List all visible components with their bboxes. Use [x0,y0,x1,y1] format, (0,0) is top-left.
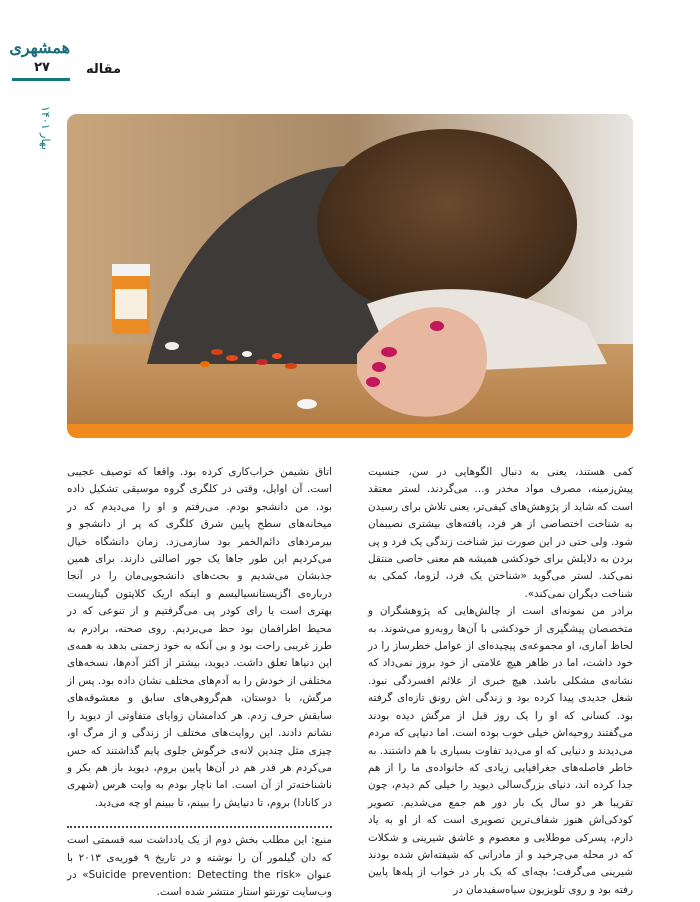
paragraph: کمی هستند، یعنی به دنبال الگوهایی در سن، جنسیت پیش‌زمینه، مصرف مواد مخدر و... می‌گردند. لستر معتقد است که شاید از پژوهش‌های کیفی‌تر، یعنی تلاش برای رسیدن به شناخت اختصاصی از هر فرد، یافته‌های بیشتری نصیبمان شود. ولی حتی در این صورت نیز شناخت زندگی یک فرد و پی بردن به دلایلش برای خودکشی همیشه هم معنی خاصی منتقل نمی‌کند. لستر می‌گوید «شناختن یک فرد، لزوما، کمکی به شناخت دیگران نمی‌کند». [368,466,633,600]
magazine-logo: همشهری [9,38,70,57]
article-column-right [368,464,633,899]
article-photo [67,114,633,436]
header-rule [12,78,70,81]
paragraph: اتاق نشیمن خراب‌کاری کرده بود. واقعا که توصیف عجیبی است. آن اوایل، وقتی در کلگری گروه موسیقی تشکیل داده بود، من دانشجو بودم. می‌رفتم و او را می‌دیدم که در میخانه‌های سطح پایین شرق کلگری که پر از دانشجو و بیرمردهای دائم‌الخمر بود سازمی‌زد. زمان دانشگاه خیال می‌کردیم این طور جاها یک جور اصالتی دارند. برای همین جذبشان می‌شدیم و بحث‌های دانشجویی‌مان را در آنجا درباره‌ی اگزیستانسیالیسم و اینکه اریک کلاپتون گیتاریست بهتری است یا رای کودر پی می‌گرفتیم و از تنوعی که در محیط اطرافمان بود حظ می‌بردیم. روی صحنه، برادرم به طرز غریبی راحت بود و بی آنکه به خود زحمتی بدهد به همه‌ی این دنیاها تعلق داشت. دیوید، بیشتر از اکثر آدم‌ها، نسخه‌های مختلفی از خودش را به آدم‌های مختلف نشان داده بود. پس از مرگش، با دوستان، هم‌گروهی‌های سابق و معشوقه‌های سابقش حرف زدم. هر کدامشان زوایای متفاوتی از دیوید را نشانم دادند. این روایت‌های مختلف از زندگی و از مرگ او، چیزی مثل چندین لانه‌ی خرگوش جلوی پایم گذاشتند که حس می‌کردم هر قدر هم در آن‌ها پایین بروم، دیوید باز هم بکر و ناشناخته‌تر از آن است. اما ناچار بودم به وایت هرس (شهری در کانادا) بروم، تا دنیایش را ببینم، تا ببینم او چه می‌دید. [67,466,332,809]
woman-pills-photo-icon [67,114,633,436]
article-column-left [67,464,332,902]
dotted-divider [67,818,332,828]
issue-spine-label: بهار ۱۴۰۱ [39,106,52,150]
photo-accent-bar [67,424,633,438]
source-note: منبع: این مطلب بخش دوم از یک یادداشت سه قسمتی است که دان گیلمور آن را نوشته و در تاریخ ۹ فوریه‌ی ۲۰۱۳ با عنوان «Suicide prevention: Detecting the risk» در وب‌سایت تورنتو استار منتشر شده است. [67,834,332,899]
paragraph: برادر من نمونه‌ای است از چالش‌هایی که پژوهشگران و متخصصان پیشگیری از خودکشی با آن‌ها روبه‌رو می‌شوند. به لحاظ آماری، او مجموعه‌ی پیچیده‌ای از عوامل خطرساز را در خود داشت، اما در ظاهر هیچ علامتی از خود بروز نمی‌داد که نشانه‌ی مشکلی باشد. هیچ خبری از علائم افسردگی نبود. شغل جدیدی پیدا کرده بود و زندگی اش رونق تازه‌ای گرفته بود. کسانی که او را یک روز قبل از مرگش دیده بودند می‌گفتند روحیه‌اش خیلی خوب بوده است. اما دنیایی که مردم می‌دیدند و دنیایی که او می‌دید تفاوت بسیاری با هم داشتند. به خاطر فاصله‌های جغرافیایی زیادی که خانواده‌ی ما را از هم جدا کرده اند، دنیای بزرگ‌سالی دیوید را خیلی کم دیدم، چون تقریبا هر دو سال یک بار دور هم جمع می‌شدیم. تصویر کودکی‌اش هنوز شفاف‌ترین تصویری است که از او به یاد دارم، پسرکی موطلایی و معصوم و عاشق شیرینی و شکلات که در محله می‌چرخید و از مادرانی که شیفته‌اش شده بودند شیرینی می‌گرفت؛ بچه‌ای که یک بار در خواب از پله‌ها پایین رفته بود و روی تلویزیون سیاه‌سفیدمان در [368,605,633,896]
page-number: ۲۷ [34,60,50,75]
section-label: مقاله [86,62,122,77]
